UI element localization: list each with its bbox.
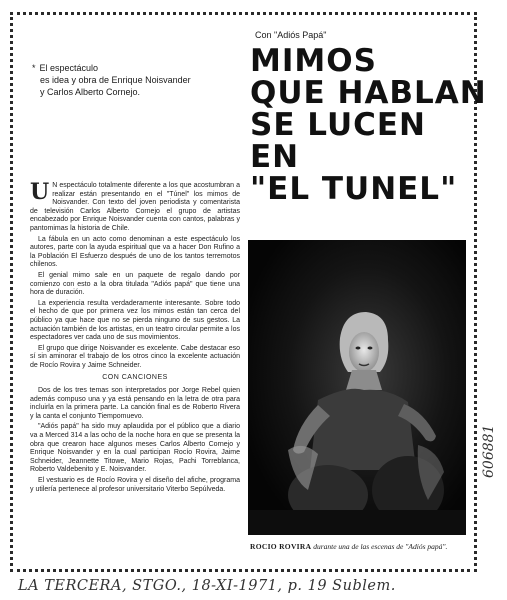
headline xyxy=(250,43,487,207)
paragraph: El genial mimo sale en un paquete de regalo dando por comienzo con esto a la obra titulada "Adiós papá" que tiene una hora de duración. xyxy=(30,271,240,297)
article-body xyxy=(30,179,240,496)
section-subhead: CON CANCIONES xyxy=(102,374,168,382)
credit-line: es idea y obra de Enrique Noisvander xyxy=(40,75,191,85)
credit-line: El espectáculo xyxy=(39,63,99,73)
headline-line: MIMOS xyxy=(250,43,377,79)
paragraph: El grupo que dirige Noisvander es excelente. Cabe destacar eso sí sin aminorar el trabajo de los otros cinco la excelente actuación de Rocío Rovira y Jaime Schneider. xyxy=(30,344,240,369)
photo-image xyxy=(248,240,466,535)
caption-name: ROCIO ROVIRA xyxy=(250,542,312,551)
headline-line: SE LUCEN xyxy=(250,107,426,143)
headline-line: QUE HABLAN xyxy=(250,75,487,111)
handwritten-source-note: LA TERCERA, STGO., 18-XI-1971, p. 19 Sublem. xyxy=(18,578,396,594)
paragraph: La experiencia resulta verdaderamente interesante. Sobre todo el hecho de que por primera vez los mimos están tan cerca del público ya que hace que no se pierda ninguno de sus gestos. La actuación también de los artistas, en un teatro circular permite a los espectadores ver cada uno de sus movimientos. xyxy=(30,299,240,342)
performance-photo xyxy=(248,240,466,535)
paragraph: Dos de los tres temas son interpretados por Jorge Rebel quien además compuso una y ya está pensando en la letra de otra para incluirla en la primera parte. La canción final es de Roberto Rivera y la canta el conjunto Tiempomuevo. xyxy=(30,387,240,420)
photo-caption xyxy=(250,542,465,551)
paragraph: "Adiós papá" ha sido muy aplaudida por el público que a diario va a Merced 314 a las ocho de la noche hora en que se presenta la obra que crearon hace algunos meses Carlos Alberto Cornejo y Enrique Noisvander y en la cual participan Rocío Rovira, Jaime Schneider, Jeannette Titowe, Mario Rojas, Pachi Torreblanca, Roberto Valdebenito y E. Noisvander. xyxy=(30,423,240,474)
headline-line: EN xyxy=(250,139,300,175)
drop-cap: U xyxy=(30,179,50,205)
credit-line: y Carlos Alberto Cornejo. xyxy=(40,87,141,97)
caption-text: durante una de las escenas de "Adiós papá". xyxy=(311,542,448,551)
paragraph: La fábula en un acto como denominan a este espectáculo los autores, parte con la ayuda espiritual que va a hacer Don Rufino a la Población El Esfuerzo después de uno de los tantos terremotos chilenos. xyxy=(30,235,240,269)
headline-line: "EL TUNEL" xyxy=(250,171,458,207)
paragraph: U N espectáculo totalmente diferente a los que acostumbran a realizar están presentando en el "Túnel" los mimos de Noisvander. Con texto del joven periodista y comentarista de televisión Carlos Alberto Cornejo el grupo de artistas encabezado por Enrique Noisvander cuenta con cantos, palabras y pantomimas la historia de Chile. xyxy=(30,179,240,232)
paragraph: El vestuario es de Rocío Rovira y el diseño del afiche, programa y utilería pertenece al profesor universitario Viterbo Sepúlveda. xyxy=(30,477,240,493)
star-mark: * xyxy=(32,63,36,73)
side-archive-code xyxy=(478,400,500,480)
side-code-text: 606881 xyxy=(481,424,497,478)
kicker: Con "Adiós Papá" xyxy=(255,30,327,40)
credit xyxy=(32,62,222,98)
